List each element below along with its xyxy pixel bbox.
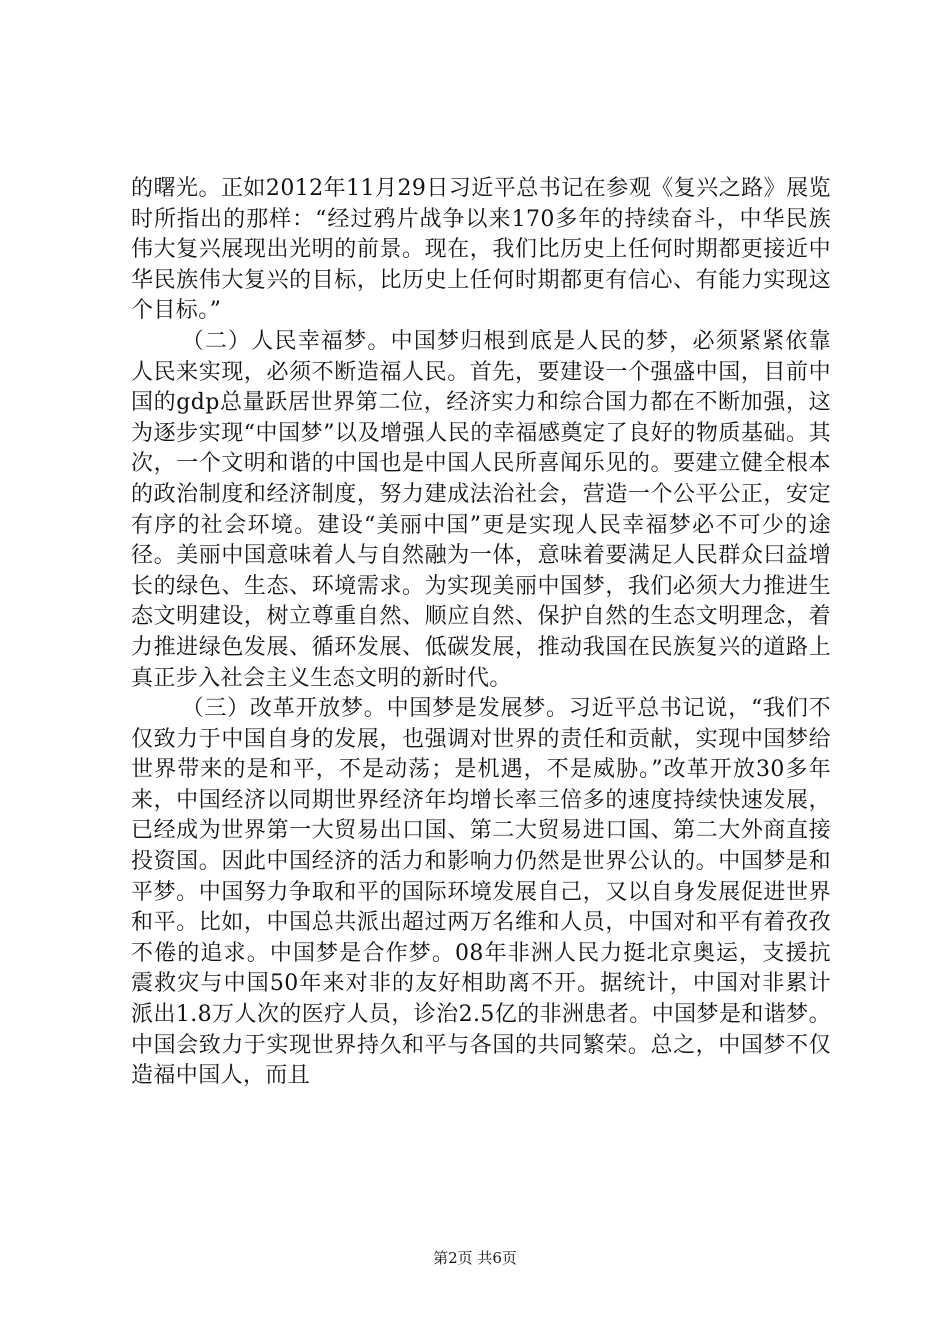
document-body <box>131 174 831 1092</box>
paragraph-people-happiness: （二）人民幸福梦。中国梦归根到底是人民的梦，必须紧紧依靠人民来实现，必须不断造福人民。首先，要建设一个强盛中国，目前中国的gdp总量跃居世界第二位，经济实力和综合国力都在不断加强，这为逐步实现“中国梦”以及增强人民的幸福感奠定了良好的物质基础。其次，一个文明和谐的中国也是中国人民所喜闻乐见的。要建立健全根本的政治制度和经济制度，努力建成法治社会，营造一个公平公正，安定有序的社会环境。建设“美丽中国”更是实现人民幸福梦必不可少的途径。美丽中国意味着人与自然融为一体，意味着要满足人民群众曰益增长的绿色、生态、环境需求。为实现美丽中国梦，我们必须大力推进生态文明建设，树立尊重自然、顺应自然、保护自然的生态文明理念，着力推进绿色发展、循环发展、低碳发展，推动我国在民族复兴的道路上真正步入社会主义生态文明的新时代。 <box>131 328 831 691</box>
paragraph-reform-opening: （三）改革开放梦。中国梦是发展梦。习近平总书记说，“我们不仅致力于中国自身的发展，也强调对世界的责任和贡献，实现中国梦给世界带来的是和平，不是动荡；是机遇，不是威胁。”改革开放30多年来，中国经济以同期世界经济年均增长率三倍多的速度持续快速发展，已经成为世界第一大贸易出口国、第二大贸易进口国、第二大外商直接投资国。因此中国经济的活力和影响力仍然是世界公认的。中国梦是和平梦。中国努力争取和平的国际环境发展自己，又以自身发展促进世界和平。比如，中国总共派出超过两万名维和人员，中国对和平有着孜孜不倦的追求。中国梦是合作梦。08年非洲人民力挺北京奥运，支援抗震救灾与中国50年来对非的友好相助离不开。据统计，中国对非累计派出1.8万人次的医疗人员，诊治2.5亿的非洲患者。中国梦是和谐梦。中国会致力于实现世界持久和平与各国的共同繁荣。总之，中国梦不仅造福中国人，而且 <box>131 696 831 1089</box>
paragraph-continuation: 的曙光。正如2012年11月29日习近平总书记在参观《复兴之路》展览时所指出的那样：“经过鸦片战争以来170多年的持续奋斗，中华民族伟大复兴展现出光明的前景。现在，我们比历史上任何时期都更接近中华民族伟大复兴的目标，比历史上任何时期都更有信心、有能力实现这个目标。” <box>131 176 831 324</box>
page-number-footer: 第2页 共6页 <box>433 1249 517 1267</box>
